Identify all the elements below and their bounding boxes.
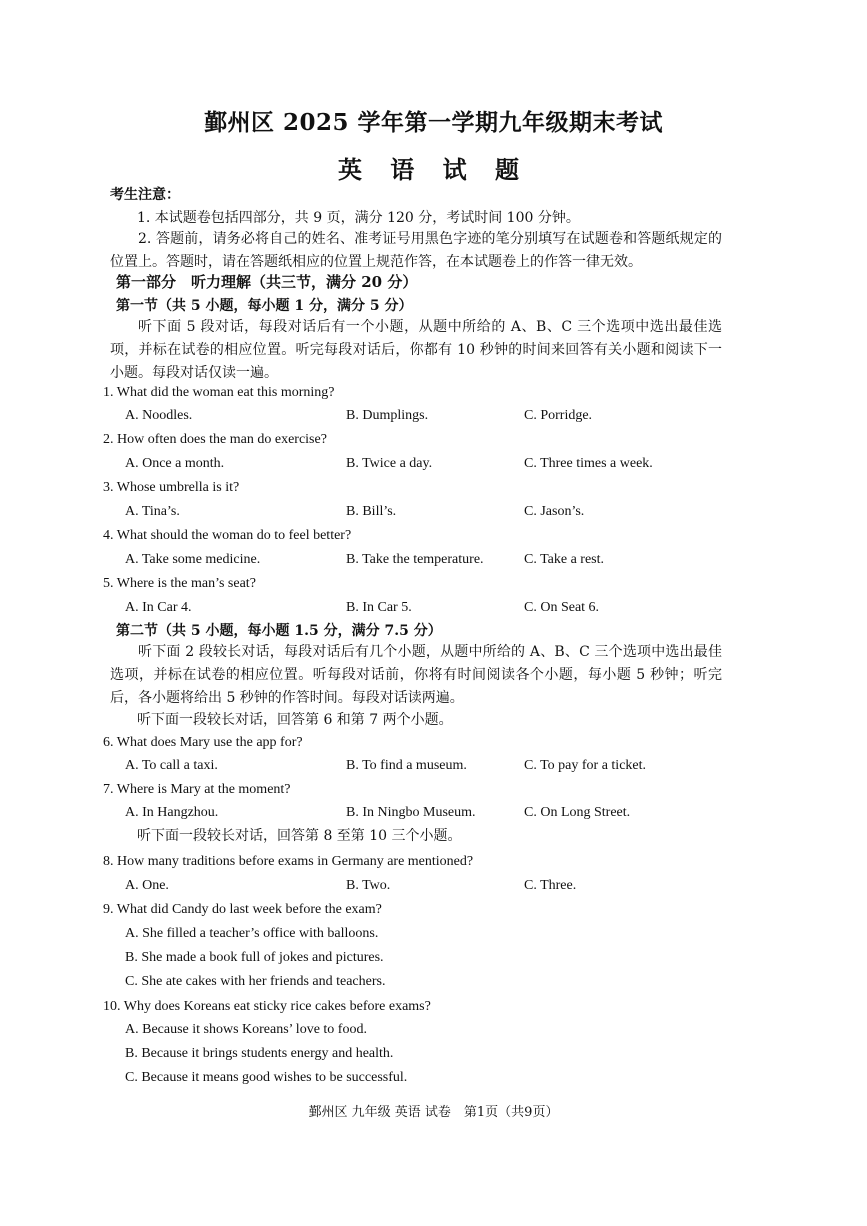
exam-title: 鄞州区 2025 学年第一学期九年级期末考试	[203, 109, 664, 136]
notice-item-1: 1. 本试题卷包括四部分，共 9 页，满分 120 分，考试时间 100 分钟。	[137, 210, 580, 226]
section2-note-2: 听下面一段较长对话，回答第 8 至第 10 三个小题。	[137, 828, 462, 844]
q6-option-c: C. To pay for a ticket.	[524, 758, 647, 773]
part1-heading: 第一部分 听力理解（共三节，满分 20 分）	[116, 273, 418, 291]
q8-option-a: A. One.	[125, 878, 169, 893]
q3-option-a: A. Tina’s.	[125, 504, 180, 519]
q2-option-b: B. Twice a day.	[346, 456, 433, 471]
question-9: 9. What did Candy do last week before the exam?	[103, 902, 382, 917]
q6-option-a: A. To call a taxi.	[125, 758, 218, 773]
question-7: 7. Where is Mary at the moment?	[103, 782, 291, 797]
q5-option-c: C. On Seat 6.	[524, 600, 600, 615]
subject-title: 英 语 试 题	[337, 155, 530, 184]
q6-option-b: B. To find a museum.	[346, 758, 467, 773]
q7-option-a: A. In Hangzhou.	[125, 805, 219, 820]
q4-option-b: B. Take the temperature.	[346, 552, 484, 567]
q8-option-b: B. Two.	[346, 878, 391, 893]
page-footer: 鄞州区 九年级 英语 试卷 第1页（共9页）	[308, 1105, 559, 1120]
q5-option-b: B. In Car 5.	[346, 600, 412, 615]
q10-option-c: C. Because it means good wishes to be successful.	[125, 1070, 408, 1085]
q5-option-a: A. In Car 4.	[125, 600, 192, 615]
q2-option-a: A. Once a month.	[125, 456, 225, 471]
question-3: 3. Whose umbrella is it?	[103, 480, 240, 495]
q9-option-a: A. She filled a teacher’s office with balloons.	[125, 926, 379, 941]
section2-note-1: 听下面一段较长对话，回答第 6 和第 7 两个小题。	[137, 712, 453, 728]
q2-option-c: C. Three times a week.	[524, 456, 653, 471]
q7-option-b: B. In Ningbo Museum.	[346, 805, 476, 820]
notice-heading: 考生注意：	[110, 187, 180, 203]
section1-instruction: 听下面 5 段对话，每段对话后有一个小题，从题中所给的 A、B、C 三个选项中选出最佳选项，并标在试卷的相应位置。听完每段对话后，你都有 10 秒钟的时间来回答有关小题和阅读下一小题。每段对话仅读一遍。	[110, 319, 722, 381]
q3-option-b: B. Bill’s.	[346, 504, 397, 519]
q4-option-c: C. Take a rest.	[524, 552, 605, 567]
question-1: 1. What did the woman eat this morning?	[103, 385, 335, 400]
q10-option-b: B. Because it brings students energy and health.	[125, 1046, 394, 1061]
section1-heading: 第一节（共 5 小题，每小题 1 分，满分 5 分）	[116, 298, 413, 314]
q4-option-a: A. Take some medicine.	[125, 552, 261, 567]
notice-item-2: 2. 答题前，请务必将自己的姓名、准考证号用黑色字迹的笔分别填写在试题卷和答题纸规定的位置上。答题时，请在答题纸相应的位置上规范作答，在本试题卷上的作答一律无效。	[110, 231, 722, 270]
question-5: 5. Where is the man’s seat?	[103, 576, 256, 591]
question-6: 6. What does Mary use the app for?	[103, 735, 303, 750]
q10-option-a: A. Because it shows Koreans’ love to food.	[125, 1022, 367, 1037]
question-10: 10. Why does Koreans eat sticky rice cakes before exams?	[103, 999, 431, 1014]
q1-option-c: C. Porridge.	[524, 408, 593, 423]
q7-option-c: C. On Long Street.	[524, 805, 631, 820]
q8-option-c: C. Three.	[524, 878, 577, 893]
question-8: 8. How many traditions before exams in Germany are mentioned?	[103, 854, 474, 869]
section2-heading: 第二节（共 5 小题，每小题 1.5 分，满分 7.5 分）	[116, 623, 442, 639]
q1-option-a: A. Noodles.	[125, 408, 193, 423]
q1-option-b: B. Dumplings.	[346, 408, 429, 423]
q9-option-b: B. She made a book full of jokes and pictures.	[125, 950, 384, 965]
q3-option-c: C. Jason’s.	[524, 504, 585, 519]
q9-option-c: C. She ate cakes with her friends and teachers.	[125, 974, 386, 989]
section2-instruction: 听下面 2 段较长对话，每段对话后有几个小题，从题中所给的 A、B、C 三个选项中选出最佳选项，并标在试卷的相应位置。听每段对话前，你将有时间阅读各个小题，每小题 5 秒钟；听完后，各小题将给出 5 秒钟的作答时间。每段对话读两遍。	[110, 644, 722, 706]
question-2: 2. How often does the man do exercise?	[103, 432, 327, 447]
question-4: 4. What should the woman do to feel better?	[103, 528, 352, 543]
